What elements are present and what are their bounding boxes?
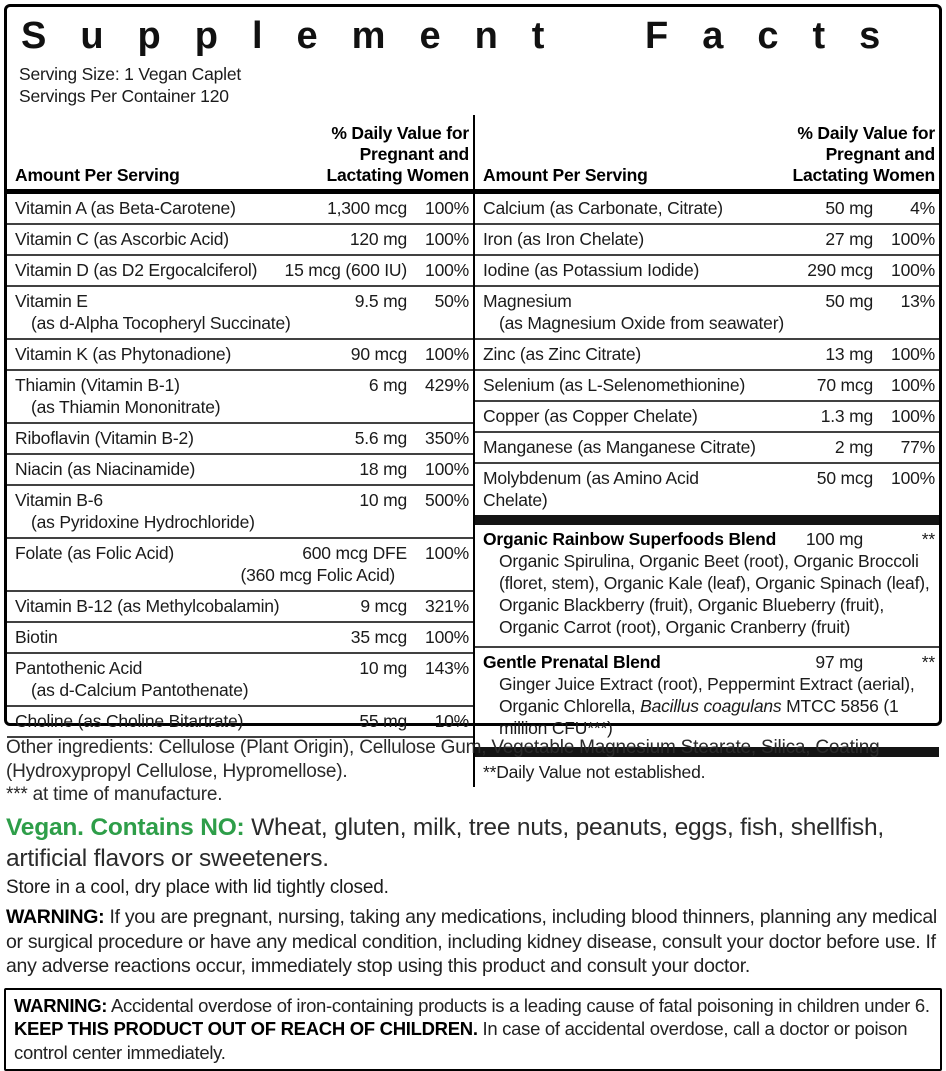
nutrient-name: Copper (as Copper Chelate) xyxy=(483,405,765,427)
nutrient-daily-value: 4% xyxy=(873,197,935,219)
nutrient-row xyxy=(7,194,473,223)
panel-title: Supplement Facts xyxy=(7,7,939,61)
nutrient-name-line2: (as Magnesium Oxide from seawater) xyxy=(483,312,935,334)
nutrient-row xyxy=(475,338,939,369)
nutrient-name-line2: (as d-Alpha Tocopheryl Succinate) xyxy=(15,312,469,334)
nutrient-daily-value: 143% xyxy=(407,657,469,679)
serving-info xyxy=(7,61,939,115)
vegan-statement xyxy=(6,812,940,874)
nutrient-amount: 5.6 mg xyxy=(299,427,407,449)
nutrient-amount: 6 mg xyxy=(299,374,407,396)
nutrient-amount: 10 mg xyxy=(299,489,407,511)
nutrient-name: Biotin xyxy=(15,626,299,648)
blend-ingredients: Ginger Juice Extract (root), Peppermint Extract (aerial), Organic Chlorella, Bacillus coagulans MTCC 5856 (1 million CFU***) xyxy=(483,673,935,739)
nutrient-amount: 120 mg xyxy=(299,228,407,250)
nutrient-row xyxy=(7,705,473,738)
blend-daily-value: ** xyxy=(909,528,935,550)
vitamin-rows xyxy=(7,194,473,738)
amount-per-serving-header: Amount Per Serving xyxy=(15,165,180,186)
nutrient-daily-value: 100% xyxy=(873,374,935,396)
nutrient-amount: 10 mg xyxy=(299,657,407,679)
nutrient-daily-value: 100% xyxy=(873,405,935,427)
nutrient-amount: 55 mg xyxy=(299,710,407,732)
daily-value-header: % Daily Value for Pregnant and Lactating Women xyxy=(792,123,935,186)
daily-value-footnote: **Daily Value not established. xyxy=(475,757,939,787)
nutrient-row xyxy=(7,537,473,590)
nutrient-name: Iron (as Iron Chelate) xyxy=(483,228,765,250)
nutrient-name: Vitamin K (as Phytonadione) xyxy=(15,343,299,365)
serving-size: Serving Size: 1 Vegan Caplet xyxy=(19,63,927,85)
nutrient-amount: 27 mg xyxy=(765,228,873,250)
nutrient-name: Thiamin (Vitamin B-1) xyxy=(15,374,299,396)
iron-warning-box xyxy=(4,988,942,1071)
nutrient-row xyxy=(7,422,473,453)
mineral-rows xyxy=(475,194,939,515)
nutrient-daily-value: 100% xyxy=(407,626,469,648)
nutrient-daily-value: 100% xyxy=(407,228,469,250)
nutrient-daily-value: 100% xyxy=(407,197,469,219)
nutrient-name: Riboflavin (Vitamin B-2) xyxy=(15,427,299,449)
warning-body: If you are pregnant, nursing, taking any medications, including blood thinners, planning any medical or surgical procedure or have any medical condition, including kidney disease, consult your doctor before use. If any adverse reactions occur, immediately stop using this product and consult your doctor. xyxy=(6,906,937,977)
nutrient-daily-value: 321% xyxy=(407,595,469,617)
nutrient-amount: 9 mcg xyxy=(299,595,407,617)
nutrient-name: Choline (as Choline Bitartrate) xyxy=(15,710,299,732)
servings-per-container: Servings Per Container 120 xyxy=(19,85,927,107)
nutrient-row xyxy=(7,652,473,705)
blend-ingredients: Organic Spirulina, Organic Beet (root), Organic Broccoli (floret, stem), Organic Kale (leaf), Organic Spinach (leaf), Organic Blackberry (fruit), Organic Blueberry (fruit), Organic Carrot (root), Organic Cranberry (fruit) xyxy=(483,550,935,638)
amount-per-serving-header: Amount Per Serving xyxy=(483,165,648,186)
vegan-lead: Vegan. Contains NO: xyxy=(6,814,245,841)
nutrient-amount: 2 mg xyxy=(765,436,873,458)
nutrient-name: Pantothenic Acid xyxy=(15,657,299,679)
nutrient-daily-value: 350% xyxy=(407,427,469,449)
nutrient-row xyxy=(475,400,939,431)
nutrient-row xyxy=(475,285,939,338)
nutrient-row xyxy=(7,338,473,369)
blend-name: Organic Rainbow Superfoods Blend xyxy=(483,528,776,550)
nutrient-name: Iodine (as Potassium Iodide) xyxy=(483,259,765,281)
nutrient-amount: 13 mg xyxy=(765,343,873,365)
nutrient-name: Magnesium xyxy=(483,290,765,312)
nutrient-amount: 15 mcg (600 IU) xyxy=(285,259,407,281)
nutrient-name-line2: (as Thiamin Mononitrate) xyxy=(15,396,469,418)
nutrient-amount: 18 mg xyxy=(299,458,407,480)
nutrient-amount: 1.3 mg xyxy=(765,405,873,427)
nutrient-name: Vitamin A (as Beta-Carotene) xyxy=(15,197,299,219)
column-header xyxy=(7,115,473,194)
nutrient-amount: 70 mcg xyxy=(765,374,873,396)
nutrient-name: Vitamin B-6 xyxy=(15,489,299,511)
divider-bar-blends xyxy=(475,515,939,525)
nutrient-name: Vitamin E xyxy=(15,290,299,312)
nutrient-daily-value: 50% xyxy=(407,290,469,312)
manufacture-note: *** at time of manufacture. xyxy=(6,783,940,807)
nutrient-daily-value: 100% xyxy=(873,228,935,250)
daily-value-header: % Daily Value for Pregnant and Lactating Women xyxy=(326,123,469,186)
other-ingredients: Other ingredients: Cellulose (Plant Origin), Cellulose Gum, Vegetable Magnesium Stearate, Silica, Coating (Hydroxypropyl Cellulose, Hypromellose). xyxy=(6,736,940,783)
nutrient-amount: 600 mcg DFE xyxy=(299,542,407,564)
iron-warning-body: Accidental overdose of iron-containing products is a leading cause of fatal poisoning in children under 6. xyxy=(107,995,930,1016)
blend-name: Gentle Prenatal Blend xyxy=(483,651,661,673)
nutrient-daily-value: 100% xyxy=(407,343,469,365)
nutrient-amount: 35 mcg xyxy=(299,626,407,648)
nutrient-name: Selenium (as L-Selenomethionine) xyxy=(483,374,765,396)
warning-lead: WARNING: xyxy=(6,906,104,928)
vitamins-column xyxy=(7,115,473,787)
nutrient-row xyxy=(7,590,473,621)
nutrient-daily-value: 100% xyxy=(873,259,935,281)
minerals-column xyxy=(473,115,939,787)
nutrient-amount: 90 mcg xyxy=(299,343,407,365)
nutrient-row xyxy=(7,254,473,285)
nutrient-row xyxy=(475,369,939,400)
nutrient-row xyxy=(475,431,939,462)
nutrient-amount-line2: (360 mcg Folic Acid) xyxy=(15,564,469,586)
nutrient-name: Zinc (as Zinc Citrate) xyxy=(483,343,765,365)
nutrient-daily-value: 100% xyxy=(407,542,469,564)
storage-note: Store in a cool, dry place with lid tightly closed. xyxy=(6,876,940,900)
nutrient-daily-value: 10% xyxy=(407,710,469,732)
nutrient-name-line2: (as d-Calcium Pantothenate) xyxy=(15,679,469,701)
column-header xyxy=(475,115,939,194)
nutrient-amount: 50 mg xyxy=(765,290,873,312)
nutrient-daily-value: 500% xyxy=(407,489,469,511)
nutrient-row xyxy=(7,621,473,652)
nutrient-row xyxy=(7,223,473,254)
nutrient-row xyxy=(7,285,473,338)
vegan-allergens: Wheat, gluten, milk, tree nuts, peanuts, eggs, fish, shellfish, artificial flavors or sweeteners. xyxy=(6,814,884,872)
nutrient-name: Calcium (as Carbonate, Citrate) xyxy=(483,197,765,219)
nutrient-row xyxy=(475,194,939,223)
nutrient-amount: 50 mg xyxy=(765,197,873,219)
supplement-facts-panel xyxy=(4,4,942,726)
nutrient-daily-value: 77% xyxy=(873,436,935,458)
nutrient-daily-value: 100% xyxy=(407,259,469,281)
nutrient-name: Vitamin C (as Ascorbic Acid) xyxy=(15,228,299,250)
keep-out-of-reach: KEEP THIS PRODUCT OUT OF REACH OF CHILDREN. xyxy=(14,1018,478,1039)
nutrient-amount: 9.5 mg xyxy=(299,290,407,312)
blend-daily-value: ** xyxy=(909,651,935,673)
warning-lead: WARNING: xyxy=(14,995,107,1016)
nutrient-name: Manganese (as Manganese Citrate) xyxy=(483,436,765,458)
nutrient-row xyxy=(7,369,473,422)
facts-table xyxy=(7,115,939,787)
pregnancy-warning xyxy=(6,905,940,979)
prenatal-blend xyxy=(475,646,939,747)
nutrient-row xyxy=(475,223,939,254)
nutrient-daily-value: 100% xyxy=(873,343,935,365)
nutrient-name: Molybdenum (as Amino Acid Chelate) xyxy=(483,467,765,511)
nutrient-daily-value: 100% xyxy=(873,467,935,489)
nutrient-row xyxy=(475,254,939,285)
nutrient-name: Vitamin D (as D2 Ergocalciferol) xyxy=(15,259,285,281)
blend-amount: 100 mg xyxy=(806,528,909,550)
nutrient-row xyxy=(7,484,473,537)
nutrient-name: Vitamin B-12 (as Methylcobalamin) xyxy=(15,595,299,617)
nutrient-daily-value: 13% xyxy=(873,290,935,312)
nutrient-amount: 290 mcg xyxy=(765,259,873,281)
nutrient-amount: 50 mcg xyxy=(765,467,873,489)
nutrient-row xyxy=(7,453,473,484)
blend-amount: 97 mg xyxy=(815,651,909,673)
nutrient-name: Niacin (as Niacinamide) xyxy=(15,458,299,480)
nutrient-amount: 1,300 mcg xyxy=(299,197,407,219)
nutrient-row xyxy=(475,462,939,515)
nutrient-daily-value: 429% xyxy=(407,374,469,396)
nutrient-daily-value: 100% xyxy=(407,458,469,480)
iron-warning-body2: In case of accidental overdose, call a doctor or poison control center immediately. xyxy=(14,1018,907,1063)
superfoods-blend xyxy=(475,525,939,646)
nutrient-name-line2: (as Pyridoxine Hydrochloride) xyxy=(15,511,469,533)
species-name: Bacillus coagulans xyxy=(640,696,781,716)
nutrient-name: Folate (as Folic Acid) xyxy=(15,542,299,564)
